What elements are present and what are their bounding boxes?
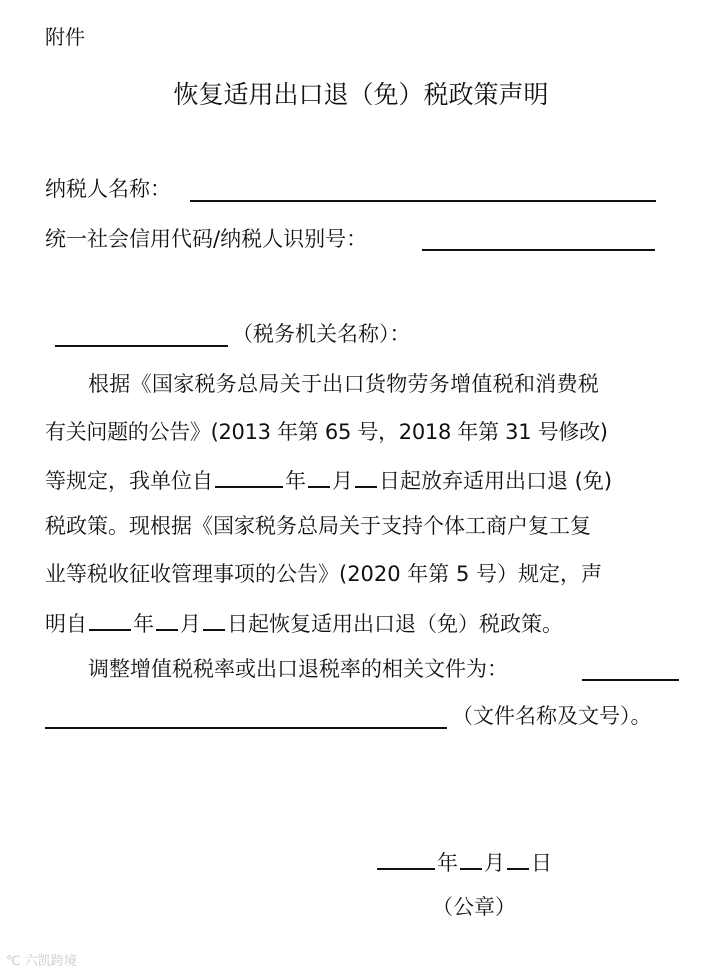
para1-line3	[45, 466, 612, 493]
sign-day-label: 日	[531, 851, 552, 875]
sign-year-label: 年	[437, 851, 458, 875]
para1-line6-text-a: 明自	[45, 612, 87, 636]
tax-authority-suffix: （税务机关名称）：	[232, 322, 411, 346]
para1-line3-month: 月	[332, 469, 353, 493]
attachment-label: 附件	[45, 25, 85, 49]
related-document-field-2[interactable]	[45, 727, 447, 729]
para1-line6-text-d: 日起恢复适用出口退（免）税政策。	[227, 612, 563, 636]
para1-line3-year: 年	[285, 469, 306, 493]
resume-year-field[interactable]	[89, 609, 131, 631]
para2-line2: （文件名称及文号）。	[452, 704, 652, 728]
para1-line3-text-d: 日起放弃适用出口退 (免)	[379, 469, 613, 493]
resume-month-field[interactable]	[156, 609, 178, 631]
para1-line4: 税政策。现根据《国家税务总局关于支持个体工商户复工复	[45, 514, 591, 538]
para1-line6	[45, 609, 563, 636]
para1-line3-text-a: 等规定，我单位自	[45, 469, 213, 493]
credit-code-label: 统一社会信用代码/纳税人识别号：	[45, 227, 368, 251]
sign-day-field[interactable]	[507, 848, 529, 870]
para1-line6-year: 年	[133, 612, 154, 636]
credit-code-field[interactable]	[422, 249, 655, 251]
abandon-year-field[interactable]	[215, 466, 283, 488]
related-document-field-1[interactable]	[582, 679, 679, 681]
abandon-month-field[interactable]	[308, 466, 330, 488]
para1-line5: 业等税收征收管理事项的公告》(2020 年第 5 号）规定，声	[45, 562, 603, 586]
para1-line6-month: 月	[180, 612, 201, 636]
resume-day-field[interactable]	[203, 609, 225, 631]
official-seal-label: （公章）	[432, 895, 516, 919]
tax-authority-field[interactable]	[55, 345, 228, 347]
sign-month-field[interactable]	[460, 848, 482, 870]
signature-date	[375, 848, 552, 875]
abandon-day-field[interactable]	[355, 466, 377, 488]
para1-line2: 有关问题的公告》(2013 年第 65 号，2018 年第 31 号修改)	[45, 420, 608, 444]
taxpayer-name-field[interactable]	[190, 200, 656, 202]
para1-line1: 根据《国家税务总局关于出口货物劳务增值税和消费税	[88, 372, 600, 396]
sign-month-label: 月	[484, 851, 505, 875]
watermark: ℃ 六凯跨境	[6, 954, 77, 969]
document-title: 恢复适用出口退（免）税政策声明	[173, 80, 549, 109]
sign-year-field[interactable]	[377, 848, 435, 870]
para2-line1: 调整增值税税率或出口退税率的相关文件为：	[88, 657, 508, 681]
taxpayer-name-label: 纳税人名称：	[45, 177, 171, 201]
